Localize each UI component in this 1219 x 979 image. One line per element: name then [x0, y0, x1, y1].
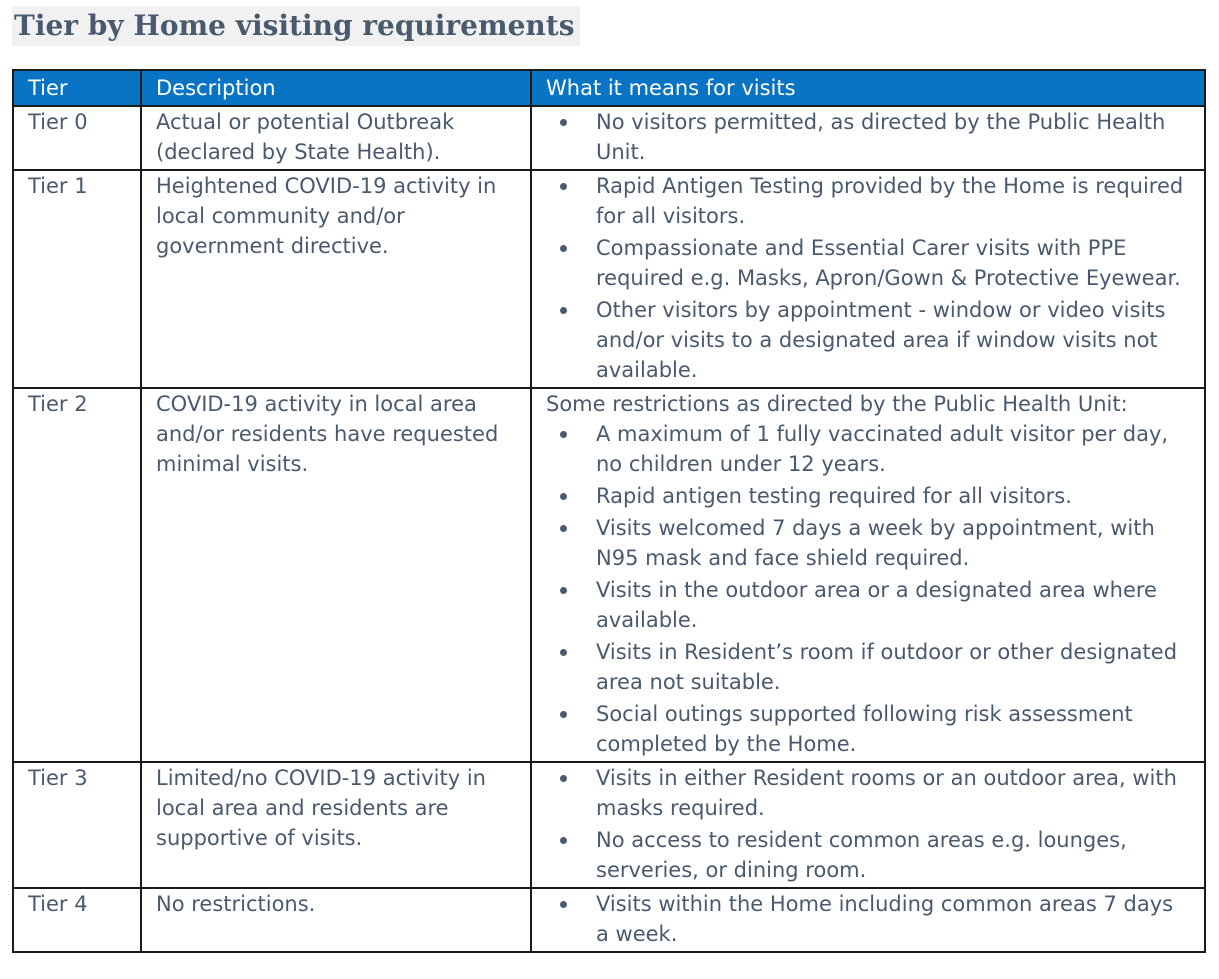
description-cell: No restrictions.: [141, 888, 531, 952]
tier-cell: Tier 4: [13, 888, 141, 952]
visits-list-item: Visits within the Home including common areas 7 days a week.: [546, 889, 1190, 949]
visits-list-item: Visits welcomed 7 days a week by appointment, with N95 mask and face shield required.: [546, 513, 1190, 573]
visits-list: [546, 171, 1190, 385]
visits-list-item: Visits in the outdoor area or a designated area where available.: [546, 575, 1190, 635]
tier-cell: Tier 2: [13, 388, 141, 762]
header-row: [13, 70, 1205, 106]
visits-list: [546, 889, 1190, 949]
visits-list: [546, 419, 1190, 759]
visits-list-item: Rapid Antigen Testing provided by the Home is required for all visitors.: [546, 171, 1190, 231]
page-title: Tier by Home visiting requirements: [14, 9, 575, 42]
description-cell: Heightened COVID-19 activity in local community and/or government directive.: [141, 170, 531, 388]
visits-list-item: Visits in Resident’s room if outdoor or other designated area not suitable.: [546, 637, 1190, 697]
table-row: [13, 888, 1205, 952]
header-visits: What it means for visits: [531, 70, 1205, 106]
visits-list-item: A maximum of 1 fully vaccinated adult visitor per day, no children under 12 years.: [546, 419, 1190, 479]
header-description: Description: [141, 70, 531, 106]
visits-cell: [531, 762, 1205, 888]
table-row: [13, 762, 1205, 888]
visits-list-item: Rapid antigen testing required for all visitors.: [546, 481, 1190, 511]
visits-list-item: Social outings supported following risk assessment completed by the Home.: [546, 699, 1190, 759]
visits-cell: [531, 388, 1205, 762]
table-row: [13, 388, 1205, 762]
visits-intro: Some restrictions as directed by the Public Health Unit:: [546, 392, 1128, 416]
title-highlight: [12, 6, 580, 46]
visits-cell: [531, 170, 1205, 388]
tier-cell: Tier 0: [13, 106, 141, 170]
visits-list-item: Compassionate and Essential Carer visits with PPE required e.g. Masks, Apron/Gown & Protective Eyewear.: [546, 233, 1190, 293]
description-cell: Actual or potential Outbreak (declared by State Health).: [141, 106, 531, 170]
table-row: [13, 106, 1205, 170]
description-cell: COVID-19 activity in local area and/or residents have requested minimal visits.: [141, 388, 531, 762]
visits-list-item: No access to resident common areas e.g. lounges, serveries, or dining room.: [546, 825, 1190, 885]
tier-cell: Tier 1: [13, 170, 141, 388]
visits-cell: [531, 106, 1205, 170]
visits-list-item: Other visitors by appointment - window or video visits and/or visits to a designated area if window visits not available.: [546, 295, 1190, 385]
header-tier: Tier: [13, 70, 141, 106]
table-row: [13, 170, 1205, 388]
description-cell: Limited/no COVID-19 activity in local area and residents are supportive of visits.: [141, 762, 531, 888]
visits-list-item: Visits in either Resident rooms or an outdoor area, with masks required.: [546, 763, 1190, 823]
visits-list: [546, 763, 1190, 885]
visits-cell: [531, 888, 1205, 952]
tier-table: [12, 69, 1206, 953]
visits-list: [546, 107, 1190, 167]
tier-cell: Tier 3: [13, 762, 141, 888]
visits-list-item: No visitors permitted, as directed by the Public Health Unit.: [546, 107, 1190, 167]
